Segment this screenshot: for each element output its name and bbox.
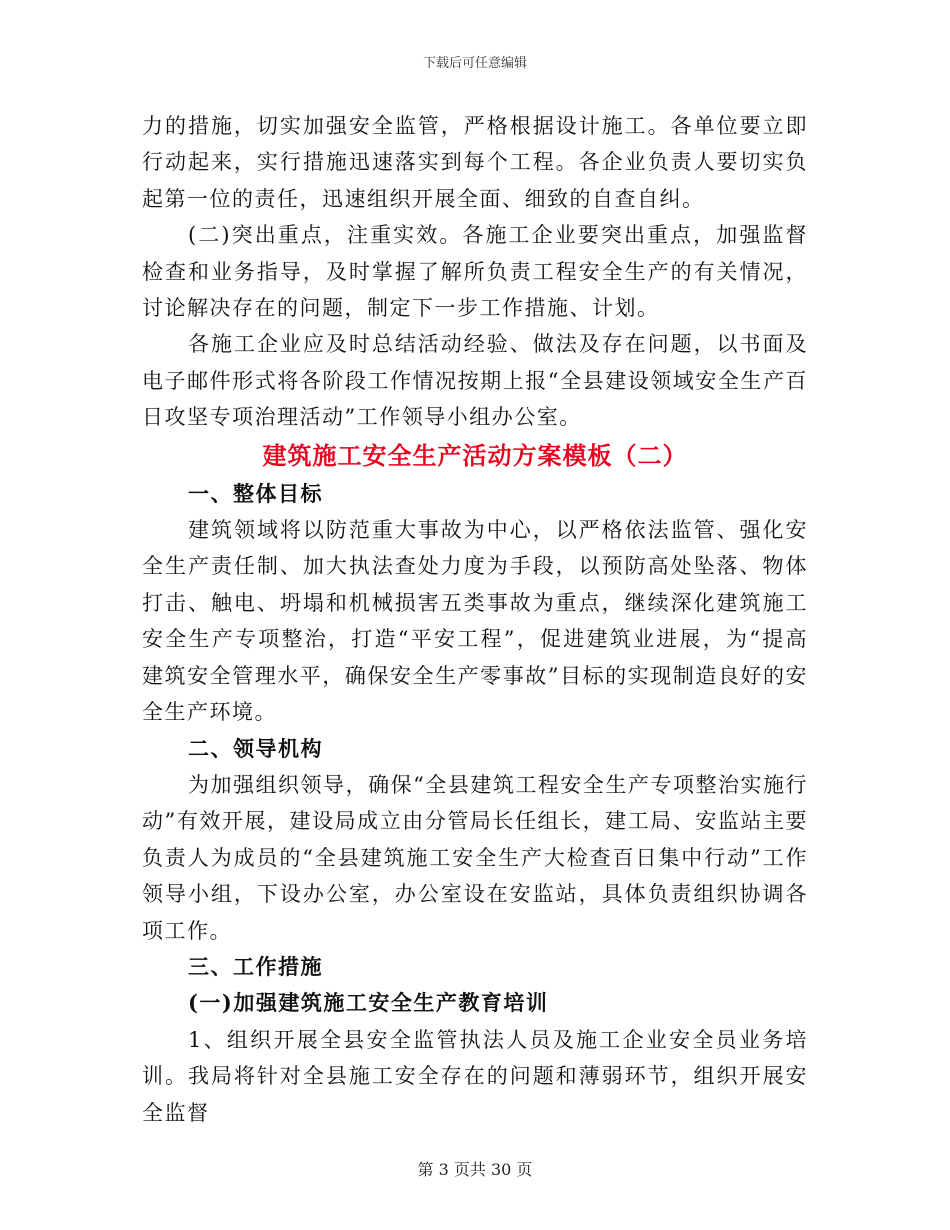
document-body xyxy=(142,108,808,1131)
page-header: 下载后可任意编辑 xyxy=(422,56,527,71)
heading-overall-goal: 一、整体目标 xyxy=(188,480,323,506)
page-footer: 第 3 页共 30 页 xyxy=(417,1160,533,1179)
paragraph-training: 1、组织开展全县安全监管执法人员及施工企业安全员业务培训。我局将针对全县施工安全存在的问题和薄弱环节，组织开展安全监督 xyxy=(142,1027,808,1125)
section-title: 建筑施工安全生产活动方案模板（二） xyxy=(262,440,688,470)
paragraph-focus: (二)突出重点，注重实效。各施工企业要突出重点，加强监督检查和业务指导，及时掌握了解所负责工程安全生产的有关情况，讨论解决存在的问题，制定下一步工作措施、计划。 xyxy=(142,223,808,321)
paragraph-overall-goal: 建筑领域将以防范重大事故为中心，以严格依法监管、强化安全生产责任制、加大执法查处力度为手段，以预防高处坠落、物体打击、触电、坍塌和机械损害五类事故为重点，继续深化建筑施工安全生产专项整治，打造“平安工程”，促进建筑业进展，为“提高建筑安全管理水平，确保安全生产零事故”目标的实现制造良好的安全生产环境。 xyxy=(142,518,808,725)
paragraph-continued: 力的措施，切实加强安全监管，严格根据设计施工。各单位要立即行动起来，实行措施迅速落实到每个工程。各企业负责人要切实负起第一位的责任，迅速组织开展全面、细致的自查自纠。 xyxy=(142,114,808,211)
heading-leadership: 二、领导机构 xyxy=(188,735,323,761)
subheading-training: (一)加强建筑施工安全生产教育培训 xyxy=(188,990,549,1016)
paragraph-report: 各施工企业应及时总结活动经验、做法及存在问题，以书面及电子邮件形式将各阶段工作情况按期上报“全县建设领域安全生产百日攻坚专项治理活动”工作领导小组办公室。 xyxy=(142,332,808,430)
paragraph-leadership: 为加强组织领导，确保“全县建筑工程安全生产专项整治实施行动”有效开展，建设局成立由分管局长任组长，建工局、安监站主要负责人为成员的“全县建筑施工安全生产大检查百日集中行动”工作领导小组，下设办公室，办公室设在安监站，具体负责组织协调各项工作。 xyxy=(142,772,808,943)
heading-work-measures: 三、工作措施 xyxy=(188,953,323,979)
